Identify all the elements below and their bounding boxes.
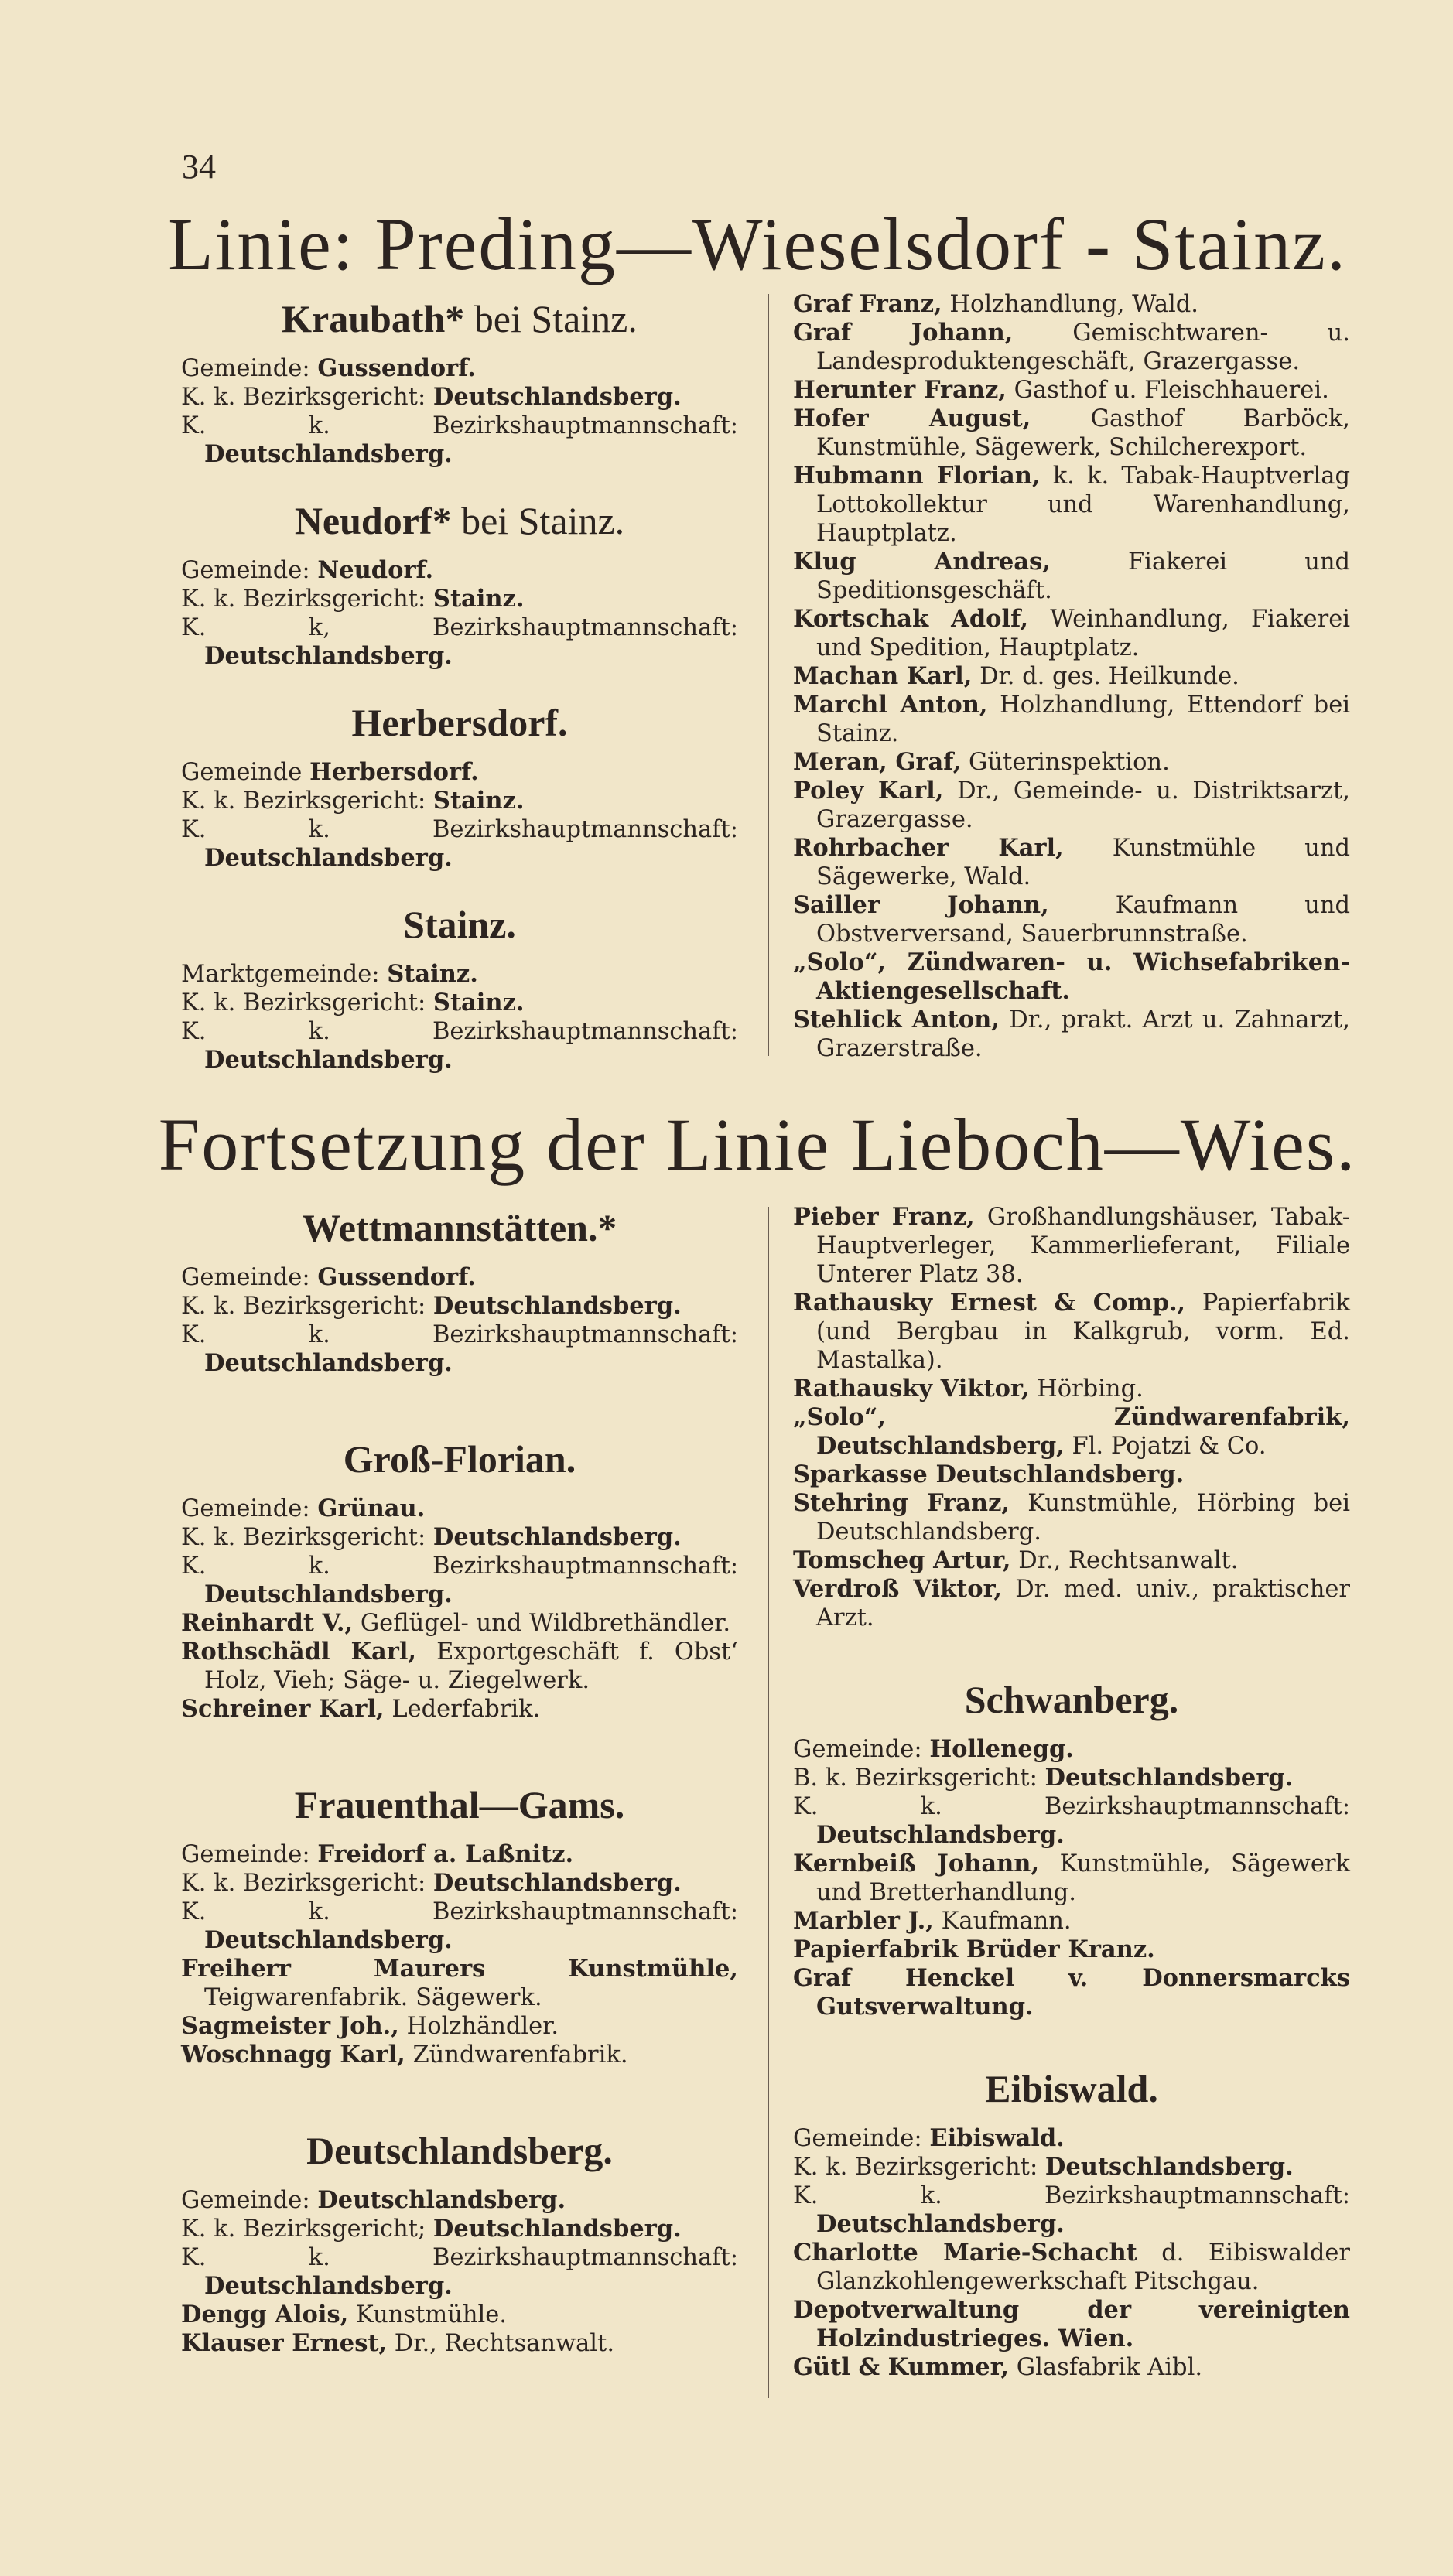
place-heading: Deutschlandsberg. (306, 2129, 613, 2172)
entry: K. k. Bezirksgericht: Deutschlandsberg. (181, 383, 682, 411)
entry: Verdroß Viktor, Dr. med. univ., praktischer Arzt. (793, 1575, 1350, 1631)
entry: Freiherr Maurers Kunstmühle, Teigwarenfabrik. Sägewerk. (181, 1955, 738, 2011)
entry: Gemeinde: Deutschlandsberg. (181, 2186, 566, 2214)
entry: Gemeinde: Gussendorf. (181, 1263, 476, 1291)
entry: Gemeinde: Eibiswald. (793, 2124, 1065, 2152)
entry: Stehring Franz, Kunstmühle, Hörbing bei Deutschlandsberg. (793, 1489, 1350, 1546)
entry: Sagmeister Joh., Holzhändler. (181, 2012, 559, 2040)
entry: Hofer August, Gasthof Barböck, Kunstmühle, Sägewerk, Schilcherexport. (793, 405, 1351, 461)
entry: „Solo“, Zündwaren- u. Wichsefabriken-Aktiengesellschaft. (793, 948, 1350, 1005)
place-block (181, 2130, 738, 2358)
entry: Gütl & Kummer, Glasfabrik Aibl. (793, 2353, 1203, 2381)
entry: K. k. Bezirksgericht: Deutschlandsberg. (181, 1523, 682, 1551)
entry: Graf Franz, Holzhandlung, Wald. (793, 290, 1198, 318)
entry: Marktgemeinde: Stainz. (181, 960, 478, 988)
entry: Reinhardt V., Geflügel- und Wildbrethändler. (181, 1609, 731, 1637)
entry: Klauser Ernest, Dr., Rechtsanwalt. (181, 2329, 615, 2357)
entry: K. k. Bezirkshauptmannschaft: Deutschlandsberg. (793, 2182, 1350, 2238)
entry: Sparkasse Deutschlandsberg. (793, 1461, 1185, 1488)
entry: Gemeinde: Gussendorf. (181, 354, 476, 382)
place-heading: Groß-Florian. (343, 1437, 576, 1481)
entry: K. k. Bezirksgericht: Deutschlandsberg. (181, 1292, 682, 1320)
entry: K. k. Bezirkshauptmannschaft: Deutschlandsberg. (181, 1018, 738, 1074)
entry: Hubmann Florian, k. k. Tabak-Hauptverlag Lottokollektur und Warenhandlung, Hauptplatz. (793, 462, 1350, 547)
entry: Gemeinde: Freidorf a. Laßnitz. (181, 1840, 574, 1868)
entry: Dengg Alois, Kunstmühle. (181, 2301, 507, 2328)
entry: Rathausky Ernest & Comp., Papierfabrik (und Bergbau in Kalkgrub, vorm. Ed. Mastalka). (793, 1289, 1350, 1374)
entry: Gemeinde: Grünau. (181, 1495, 426, 1522)
column-divider (768, 1207, 769, 2398)
entry: Gemeinde Herbersdorf. (181, 758, 479, 786)
entry: K. k. Bezirksgericht: Stainz. (181, 787, 525, 815)
entry: Graf Henckel v. Donnersmarcks Gutsverwaltung. (793, 1964, 1350, 2021)
entry: Kernbeiß Johann, Kunstmühle, Sägewerk und Bretterhandlung. (793, 1850, 1350, 1906)
entry: K. k. Bezirkshauptmannschaft: Deutschlandsberg. (181, 2244, 738, 2300)
entry: Gemeinde: Hollenegg. (793, 1735, 1074, 1763)
place-heading: Stainz. (403, 903, 516, 946)
page-number: 34 (182, 148, 216, 186)
entry: Gemeinde: Neudorf. (181, 556, 434, 584)
section-title-lieboch-wies: Fortsetzung der Linie Lieboch—Wies. (158, 1103, 1357, 1186)
entry: Depotverwaltung der vereinigten Holzindustrieges. Wien. (793, 2296, 1350, 2352)
entry: K. k. Bezirkshauptmannschaft: Deutschlandsberg. (181, 1321, 738, 1377)
entry: Stehlick Anton, Dr., prakt. Arzt u. Zahnarzt, Grazerstraße. (793, 1006, 1350, 1062)
entry: K. k. Bezirksgericht: Stainz. (181, 585, 525, 613)
section-2-left-column (181, 1207, 738, 2358)
entry: K. k. Bezirksgericht: Deutschlandsberg. (793, 2153, 1294, 2181)
entry: K. k. Bezirkshauptmannschaft: Deutschlandsberg. (181, 816, 738, 872)
entry: K. k. Bezirkshauptmannschaft: Deutschlandsberg. (181, 412, 738, 468)
place-heading: Kraubath* bei Stainz. (282, 297, 638, 340)
place-heading: Frauenthal—Gams. (294, 1783, 625, 1826)
place-block (793, 2068, 1350, 2382)
place-heading: Wettmannstätten.* (302, 1206, 617, 1249)
entry: Tomscheg Artur, Dr., Rechtsanwalt. (793, 1546, 1239, 1574)
entry: K. k. Bezirksgericht; Deutschlandsberg. (181, 2215, 682, 2243)
section-1-right-column (793, 290, 1350, 1063)
entry: Graf Johann, Gemischtwaren- u. Landesproduktengeschäft, Grazergasse. (793, 319, 1350, 375)
entry: „Solo“, Zündwarenfabrik, Deutschlandsberg, Fl. Pojatzi & Co. (793, 1403, 1350, 1460)
entry: Schreiner Karl, Lederfabrik. (181, 1695, 541, 1723)
section-title-preding-stainz: Linie: Preding—Wieselsdorf - Stainz. (168, 203, 1347, 285)
column-divider (768, 294, 769, 1056)
entry: Rohrbacher Karl, Kunstmühle und Sägewerke, Wald. (793, 834, 1350, 890)
entry: Rathausky Viktor, Hörbing. (793, 1375, 1144, 1402)
place-block (793, 1679, 1350, 2021)
entry: K. k. Bezirkshauptmannschaft: Deutschlandsberg. (793, 1793, 1350, 1849)
place-heading: Schwanberg. (964, 1678, 1179, 1721)
place-heading: Eibiswald. (985, 2067, 1158, 2110)
entry: Meran, Graf, Güterinspektion. (793, 748, 1170, 776)
entry: Marchl Anton, Holzhandlung, Ettendorf bei Stainz. (793, 691, 1351, 747)
place-block (181, 1784, 738, 2069)
section-1-left-column (181, 298, 738, 1074)
entry: K. k. Bezirkshauptmannschaft: Deutschlandsberg. (181, 1553, 738, 1608)
entry: B. k. Bezirksgericht: Deutschlandsberg. (793, 1764, 1294, 1792)
entry: K. k. Bezirksgericht: Deutschlandsberg. (181, 1869, 682, 1897)
entry: K. k, Bezirkshauptmannschaft: Deutschlandsberg. (181, 614, 738, 670)
entry: Sailler Johann, Kaufmann und Obstverversand, Sauerbrunnstraße. (793, 891, 1350, 948)
entry: Charlotte Marie-Schacht d. Eibiswalder Glanzkohlengewerkschaft Pitschgau. (793, 2239, 1350, 2295)
entry: Marbler J., Kaufmann. (793, 1907, 1072, 1935)
entry: Herunter Franz, Gasthof u. Fleischhauerei. (793, 376, 1329, 404)
entry: Pieber Franz, Großhandlungshäuser, Tabak-Hauptverleger, Kammerlieferant, Filiale Unterer Platz 38. (793, 1203, 1350, 1288)
entry: Woschnagg Karl, Zündwarenfabrik. (181, 2041, 628, 2069)
entry: Rothschädl Karl, Exportgeschäft f. Obst‘ Holz, Vieh; Säge- u. Ziegelwerk. (181, 1638, 739, 1694)
entry: Klug Andreas, Fiakerei und Speditionsgeschäft. (793, 548, 1350, 604)
entry: Kortschak Adolf, Weinhandlung, Fiakerei und Spedition, Hauptplatz. (793, 605, 1350, 661)
entry: K. k. Bezirkshauptmannschaft: Deutschlandsberg. (181, 1898, 738, 1954)
place-block (181, 1438, 738, 1724)
entry: Papierfabrik Brüder Kranz. (793, 1935, 1155, 1963)
place-block (181, 904, 738, 1074)
place-heading: Herbersdorf. (351, 701, 568, 744)
section-2-right-column (793, 1203, 1350, 2382)
place-block (181, 1207, 738, 1378)
entry: K. k. Bezirksgericht: Stainz. (181, 989, 525, 1016)
entry: Poley Karl, Dr., Gemeinde- u. Distriktsarzt, Grazergasse. (793, 777, 1350, 833)
place-block (181, 500, 738, 671)
place-block (181, 298, 738, 469)
place-block (181, 702, 738, 873)
place-heading: Neudorf* bei Stainz. (294, 499, 625, 542)
entry: Machan Karl, Dr. d. ges. Heilkunde. (793, 662, 1239, 690)
